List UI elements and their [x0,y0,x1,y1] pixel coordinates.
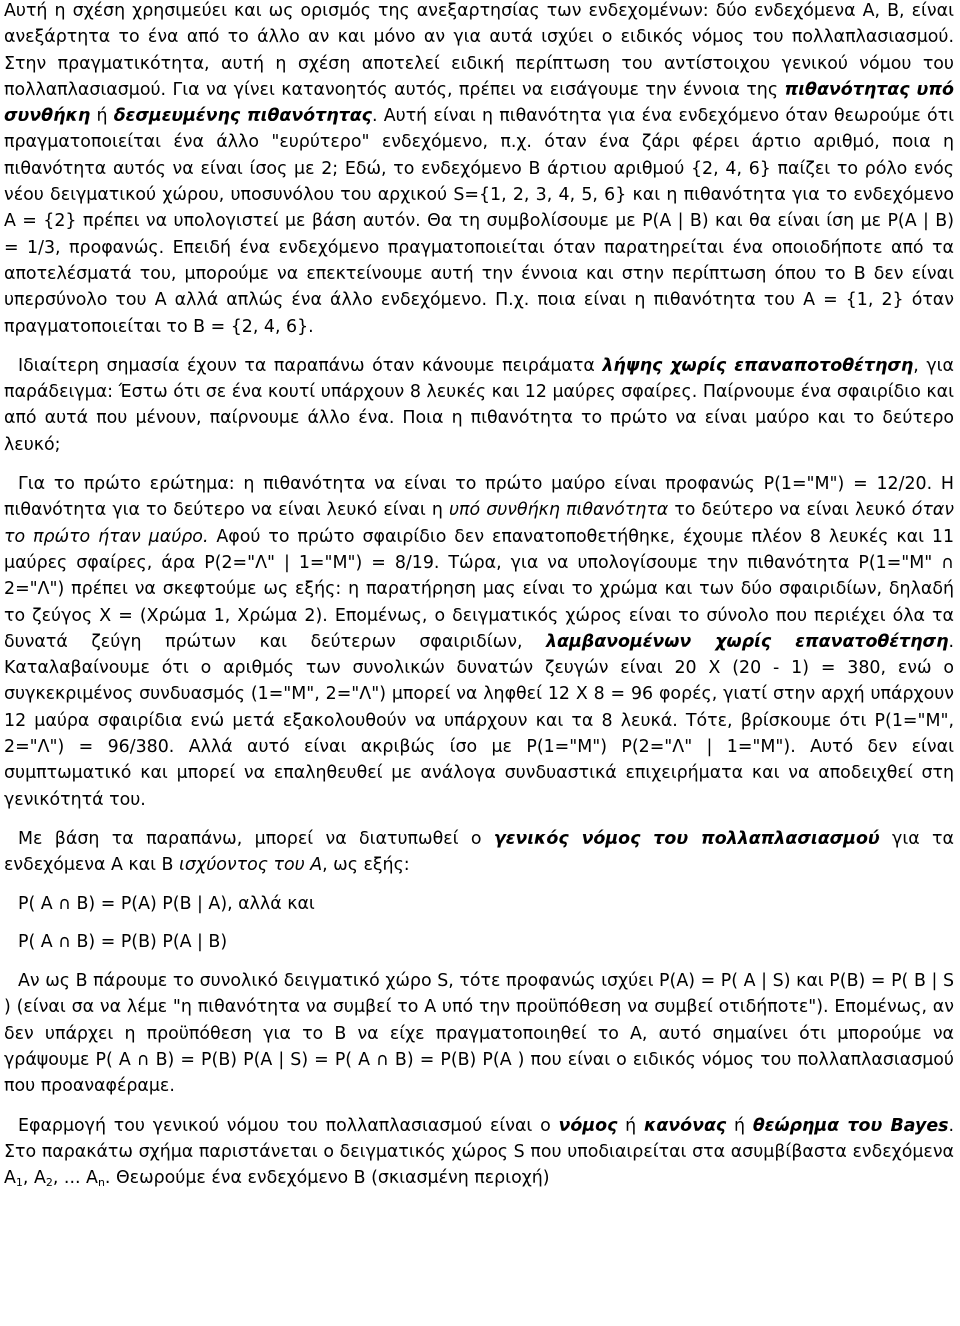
bayes-intro: Εφαρμογή του γενικού νόμου του πολλαπλασιασμού είναι ο [18,1115,559,1136]
paragraph-sampling-without-replacement [4,353,954,458]
bayes-sep-2: , ... A [52,1168,98,1189]
text-run: δεσμευμένης πιθανότητας [113,106,372,127]
bayes-body: . Στο παρακάτω σχήμα παριστάνεται ο δειγματικός χώρος S που υποδιαιρείται στα ασυμβίβαστα ενδεχόμενα A [4,1115,955,1189]
bayes-term-law: νόμος [558,1115,618,1136]
bayes-tail: . Θεωρούμε ένα ενδεχόμενο B (σκιασμένη περιοχή) [104,1168,550,1189]
paragraph-special-law: Αν ως Β πάρουμε το συνολικό δειγματικό χώρο S, τότε προφανώς ισχύει P(A) = P( A | S) και P(B) = P( B | S ) (είναι σα να λέμε "η πιθανότητα να συμβεί το Α υπό την προϋπόθεση να συμβεί οτιδήποτε"). Επομένως, αν δεν υπάρχει η προϋπόθεση για το Β να είχε πραγματοποιηθεί το Α, αυτό σημαίνει ότι μπορούμε να γράψουμε P( A ∩ B) = P(B) P(A | S) = P( A ∩ B) = P(B) P(A ) που είναι ο ειδικός νόμος του πολλαπλασιασμού που προαναφέραμε. [4,971,954,1097]
text-run: Ιδιαίτερη σημασία έχουν τα παραπάνω όταν κάνουμε πειράματα [18,355,603,376]
text-run: πιθανότητας υπό συνθήκη [4,79,954,127]
subscript-n: n [97,1176,105,1190]
text-run: για τα ενδεχόμενα Α και Β [4,828,954,876]
text-run: το δεύτερο να είναι λευκό [668,500,912,521]
text-run: , για παράδειγμα: Έστω ότι σε ένα κουτί υπάρχουν 8 λευκές και 12 μαύρες σφαίρες. Παίρνουμε ένα σφαιρίδιο και από αυτά που μένουν, παίρνουμε άλλο ένα. Ποια η πιθανότητα το πρώτο να είναι μαύρο και το δεύτερο λευκό; [4,355,954,455]
text-run: , ως εξής: [322,855,410,876]
bayes-term-theorem: θεώρημα του Bayes [752,1115,949,1136]
text-run: . Καταλαβαίνουμε ότι ο αριθμός των συνολικών δυνατών ζευγών είναι 20 Χ (20 - 1) = 380, ενώ ο συγκεκριμένος συνδυασμός (1="Μ", 2="Λ") μπορεί να ληφθεί 12 Χ 8 = 96 φορές, γιατί στην αρχή υπάρχουν 12 μαύρα σφαιρίδια ενώ μετά εξακολουθούν να υπάρχουν και τα 8 λευκά. Τότε, βρίσκουμε ότι P(1="Μ", 2="Λ") = 96/380. Αλλά αυτό είναι ακριβώς ίσο με P(1="Μ") P(2="Λ" | 1="Μ"). Αυτό δεν είναι συμπτωματικό και μπορεί να επαληθευθεί με ανάλογα συνδυαστικά επιχειρήματα και να αποδειχθεί στη γενικότητά του. [4,631,954,810]
text-run: Με βάση τα παραπάνω, μπορεί να διατυπωθεί ο [18,828,494,849]
text-run: ισχύοντος του Α [179,855,323,876]
paragraph-first-question [4,471,954,813]
bayes-sep-1: , A [22,1168,46,1189]
bayes-term-rule: κανόνας [644,1115,727,1136]
formula-general-law-a: P( A ∩ B) = P(A) P(B | A), αλλά και [18,893,315,914]
text-run: Αυτή η σχέση χρησιμεύει και ως ορισμός της ανεξαρτησίας των ενδεχομένων: δύο ενδεχόμενα Α, Β, είναι ανεξάρτητα το ένα από το άλλο αν και μόνο αν για αυτά ισχύει ο ειδικός νόμος του πολλαπλασιασμού. Στην πραγματικότητα, αυτή η σχέση αποτελεί ειδική περίπτωση του αντίστοιχου γενικού νόμου του πολλαπλασιασμού. Για να γίνει κατανοητός αυτός, πρέπει να εισάγουμε την έννοια της [4,1,954,100]
paragraph-conditional-probability [4,0,954,340]
text-run: λήψης χωρίς επαναποτοθέτηση [602,355,914,376]
subscript-1: 1 [15,1176,23,1190]
text-run: υπό συνθήκη πιθανότητα [448,500,669,521]
bayes-or-2: ή [726,1115,753,1136]
paragraph-bayes [4,1113,954,1192]
paragraph-general-law [4,826,954,879]
bayes-or-1: ή [617,1115,644,1136]
text-run: Αφού το πρώτο σφαιρίδιο δεν επανατοποθετήθηκε, έχουμε πλέον 8 λευκές και 11 μαύρες σφαίρες, άρα P(2="Λ" | 1="Μ") = 8/19. Τώρα, για να υπολογίσουμε την πιθανότητα P(1="Μ" ∩ 2="Λ") πρέπει να σκεφτούμε ως εξής: η παρατήρηση μας είναι το χρώμα και των δύο σφαιριδίων, δηλαδή το ζεύγος Χ = (Χρώμα 1, Χρώμα 2). Επομένως, ο δειγματικός χώρος είναι το σύνολο που περιέχει όλα τα δυνατά ζεύγη πρώτων και δεύτερων σφαιριδίων, [4,526,955,652]
text-run: Για το πρώτο ερώτημα: η πιθανότητα να είναι το πρώτο μαύρο είναι προφανώς P(1="Μ") = 12/20. Η πιθανότητα για το δεύτερο να είναι λευκό είναι η [4,474,954,521]
text-run: όταν το πρώτο ήταν μαύρο. [4,500,954,547]
text-run: ή [90,106,114,127]
text-run: λαμβανομένων χωρίς επανατοθέτηση [546,631,949,652]
formula-general-law-b: P( A ∩ B) = P(B) P(A | B) [18,931,228,952]
text-run: γενικός νόμος του πολλαπλασιασμού [493,828,880,849]
subscript-2: 2 [45,1176,53,1190]
text-run: . Αυτή είναι η πιθανότητα για ένα ενδεχόμενο όταν θεωρούμε ότι πραγματοποιείται ένα άλλο "ευρύτερο" ενδεχόμενο, π.χ. όταν ένα ζάρι φέρει άρτιο αριθμό, ποια η πιθανότητα αυτός να είναι ίσος με 2; Εδώ, το ενδεχόμενο Β άρτιου αριθμού {2, 4, 6} παίζει το ρόλο ενός νέου δειγματικού χώρου, υποσυνόλου του αρχικού S={1, 2, 3, 4, 5, 6} και η πιθανότητα για το ενδεχόμενο Α = {2} πρέπει να υπολογιστεί με βάση αυτόν. Θα τη συμβολίσουμε με P(A | B) και θα είναι ίση με P(A | B) = 1/3, προφανώς. Επειδή ένα ενδεχόμενο πραγματοποιείται όταν παρατηρείται ένα οποιοδήποτε από τα αποτελέσματά του, μπορούμε να επεκτείνουμε αυτή την έννοια και στην περίπτωση όπου το Β δεν είναι υπερσύνολο του Α αλλά απλώς ένα άλλο ενδεχόμενο. Π.χ. ποια είναι η πιθανότητα του Α = {1, 2} όταν πραγματοποιείται το Β = {2, 4, 6}. [4,106,955,337]
